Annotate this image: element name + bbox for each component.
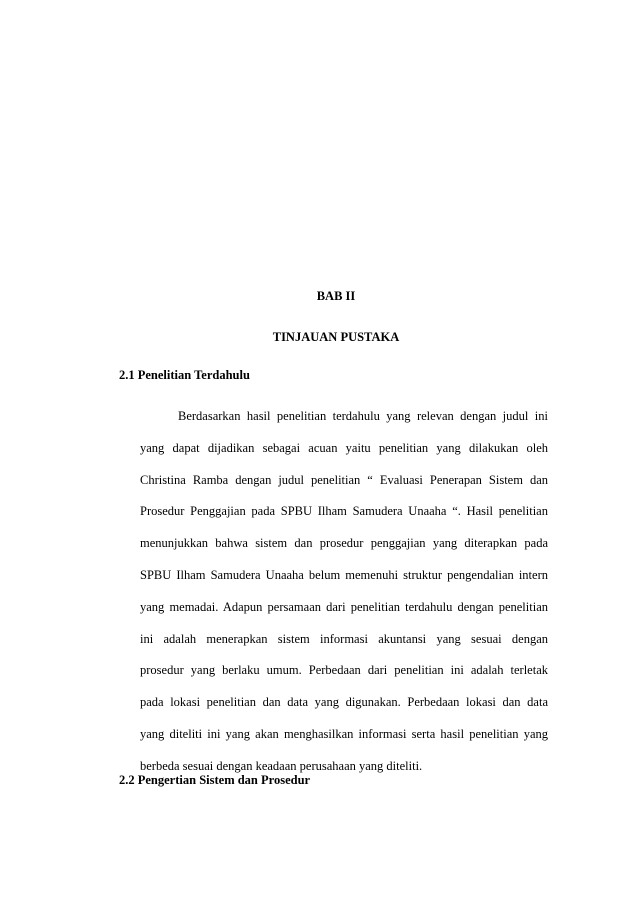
- paragraph-line: Berdasarkan hasil penelitian terdahulu yang relevan dengan judul ini: [178, 409, 548, 423]
- paragraph-line: yang dapat dijadikan sebagai acuan yaitu penelitian yang dilakukan oleh: [140, 440, 548, 455]
- paragraph-line: menunjukkan bahwa sistem dan prosedur penggajian yang diterapkan pada: [140, 536, 548, 551]
- paragraph-line: berbeda sesuai dengan keadaan perusahaan yang diteliti.: [140, 758, 423, 773]
- paragraph-line: prosedur yang berlaku umum. Perbedaan dari penelitian ini adalah terletak: [140, 663, 548, 678]
- paragraph-line: ini adalah menerapkan sistem informasi akuntansi yang sesuai dengan: [140, 631, 548, 646]
- paragraph-line: Prosedur Penggajian pada SPBU Ilham Samudera Unaaha “. Hasil penelitian: [140, 504, 548, 519]
- paragraph-line: yang memadai. Adapun persamaan dari penelitian terdahulu dengan penelitian: [140, 599, 548, 614]
- section-heading-2-2: 2.2 Pengertian Sistem dan Prosedur: [119, 773, 311, 787]
- paragraph-line: yang diteliti ini yang akan menghasilkan informasi serta hasil penelitian yang: [140, 726, 548, 741]
- paragraph-line: pada lokasi penelitian dan data yang digunakan. Perbedaan lokasi dan data: [140, 695, 548, 710]
- section-heading-2-1: 2.1 Penelitian Terdahulu: [119, 368, 250, 382]
- chapter-title: TINJAUAN PUSTAKA: [272, 330, 400, 344]
- chapter-number: BAB II: [316, 289, 356, 303]
- section-2-1-paragraph: [140, 401, 548, 783]
- paragraph-line: SPBU Ilham Samudera Unaaha belum memenuhi struktur pengendalian intern: [140, 567, 548, 582]
- paragraph-line: Christina Ramba dengan judul penelitian “ Evaluasi Penerapan Sistem dan: [140, 472, 548, 487]
